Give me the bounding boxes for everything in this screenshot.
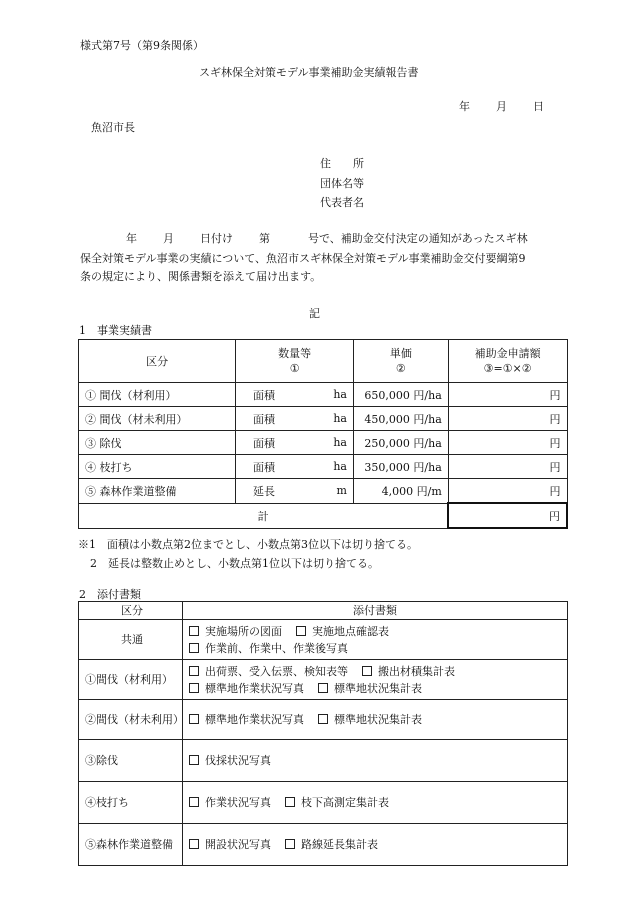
row-documents: 標準地作業状況写真 標準地状況集計表 (183, 700, 568, 740)
applicant-rep-label: 代表者名 (320, 196, 364, 209)
checkbox[interactable] (189, 714, 199, 724)
body-year: 年 (126, 232, 137, 245)
header-quantity: 数量等 ① (236, 340, 354, 383)
table-row (79, 455, 568, 479)
row-amount: 円 (448, 479, 567, 504)
row-category: ④ 枝打ち (79, 455, 236, 479)
row-category: ② 間伐（材未利用） (79, 407, 236, 431)
applicant-org-label: 団体名等 (320, 177, 364, 190)
row-category: ③ 除伐 (79, 431, 236, 455)
row-unit-price: 4,000 円/m (353, 479, 448, 504)
row-category: ④枝打ち (79, 782, 183, 824)
checkbox[interactable] (189, 666, 199, 676)
checkbox[interactable] (189, 839, 199, 849)
table-row (79, 479, 568, 504)
ki-mark: 記 (309, 307, 320, 320)
row-qty-unit: ha (292, 455, 354, 479)
results-header-row (79, 340, 568, 383)
section1-heading: 1 事業実績書 (79, 324, 152, 337)
total-row (79, 503, 568, 528)
table-row (79, 620, 568, 660)
table-row (79, 782, 568, 824)
body-line-2: 保全対策モデル事業の実績について、魚沼市スギ林保全対策モデル事業補助金交付要綱第9 (80, 252, 526, 265)
row-category: ⑤ 森林作業道整備 (79, 479, 236, 504)
row-amount: 円 (448, 455, 567, 479)
body-line-1 (80, 230, 528, 246)
total-amount: 円 (448, 503, 567, 528)
body-line-3: 条の規定により、関係書類を添えて届け出ます。 (80, 270, 322, 283)
row-documents: 出荷票、受入伝票、検知表等 搬出材積集計表 標準地作業状況写真 標準地状況集計表 (183, 660, 568, 700)
section2-heading: 2 添付書類 (79, 588, 141, 601)
header-subsidy: 補助金申請額 ③=①×② (448, 340, 567, 383)
checkbox[interactable] (318, 714, 328, 724)
addressee: 魚沼市長 (91, 121, 135, 134)
table-row (79, 431, 568, 455)
checkbox[interactable] (296, 626, 306, 636)
row-qty-name: 面積 (236, 383, 292, 407)
body-no: 第 (259, 232, 270, 245)
row-category: ②間伐（材未利用） (79, 700, 183, 740)
row-category: ①間伐（材利用） (79, 660, 183, 700)
row-qty-name: 面積 (236, 431, 292, 455)
attachments-table (78, 601, 568, 866)
row-amount: 円 (448, 431, 567, 455)
note-1: ※1 面積は小数点第2位までとし、小数点第3位以下は切り捨てる。 (78, 538, 418, 551)
row-unit-price: 350,000 円/ha (353, 455, 448, 479)
row-category: 共通 (79, 620, 183, 660)
header-category: 区分 (79, 602, 183, 620)
table-row (79, 383, 568, 407)
table-row (79, 700, 568, 740)
row-category: ⑤森林作業道整備 (79, 824, 183, 866)
header-unit-price: 単価 ② (353, 340, 448, 383)
form-number: 様式第7号（第9条関係） (80, 39, 204, 52)
row-documents: 実施場所の図面 実施地点確認表 作業前、作業中、作業後写真 (183, 620, 568, 660)
row-documents: 作業状況写真 枝下高測定集計表 (183, 782, 568, 824)
date-month: 月 (496, 100, 507, 113)
checkbox[interactable] (189, 683, 199, 693)
header-documents: 添付書類 (183, 602, 568, 620)
row-amount: 円 (448, 383, 567, 407)
row-unit-price: 450,000 円/ha (353, 407, 448, 431)
row-category: ① 間伐（材利用） (79, 383, 236, 407)
checkbox[interactable] (189, 797, 199, 807)
body-month: 月 (163, 232, 174, 245)
date-year: 年 (459, 100, 470, 113)
row-qty-name: 延長 (236, 479, 292, 504)
date-day: 日 (533, 100, 544, 113)
header-category: 区分 (79, 340, 236, 383)
results-table (78, 339, 568, 529)
body-rest: 号で、補助金交付決定の通知があったスギ林 (308, 232, 528, 245)
row-unit-price: 650,000 円/ha (353, 383, 448, 407)
row-documents: 伐採状況写真 (183, 740, 568, 782)
date-line (459, 98, 544, 114)
body-day: 日付け (200, 232, 233, 245)
table-row (79, 660, 568, 700)
row-qty-unit: m (292, 479, 354, 504)
row-documents: 開設状況写真 路線延長集計表 (183, 824, 568, 866)
checkbox[interactable] (189, 626, 199, 636)
table-row (79, 407, 568, 431)
checkbox[interactable] (189, 643, 199, 653)
row-qty-name: 面積 (236, 407, 292, 431)
applicant-address-label: 住 所 (320, 157, 364, 170)
checkbox[interactable] (318, 683, 328, 693)
row-unit-price: 250,000 円/ha (353, 431, 448, 455)
row-qty-unit: ha (292, 407, 354, 431)
checkbox[interactable] (285, 839, 295, 849)
checkbox[interactable] (362, 666, 372, 676)
attachments-header-row (79, 602, 568, 620)
row-qty-unit: ha (292, 383, 354, 407)
row-qty-unit: ha (292, 431, 354, 455)
document-title: スギ林保全対策モデル事業補助金実績報告書 (199, 66, 419, 79)
checkbox[interactable] (285, 797, 295, 807)
note-2: 2 延長は整数止めとし、小数点第1位以下は切り捨てる。 (90, 557, 379, 570)
row-amount: 円 (448, 407, 567, 431)
table-row (79, 740, 568, 782)
row-qty-name: 面積 (236, 455, 292, 479)
checkbox[interactable] (189, 755, 199, 765)
total-label: 計 (79, 503, 449, 528)
row-category: ③除伐 (79, 740, 183, 782)
table-row (79, 824, 568, 866)
